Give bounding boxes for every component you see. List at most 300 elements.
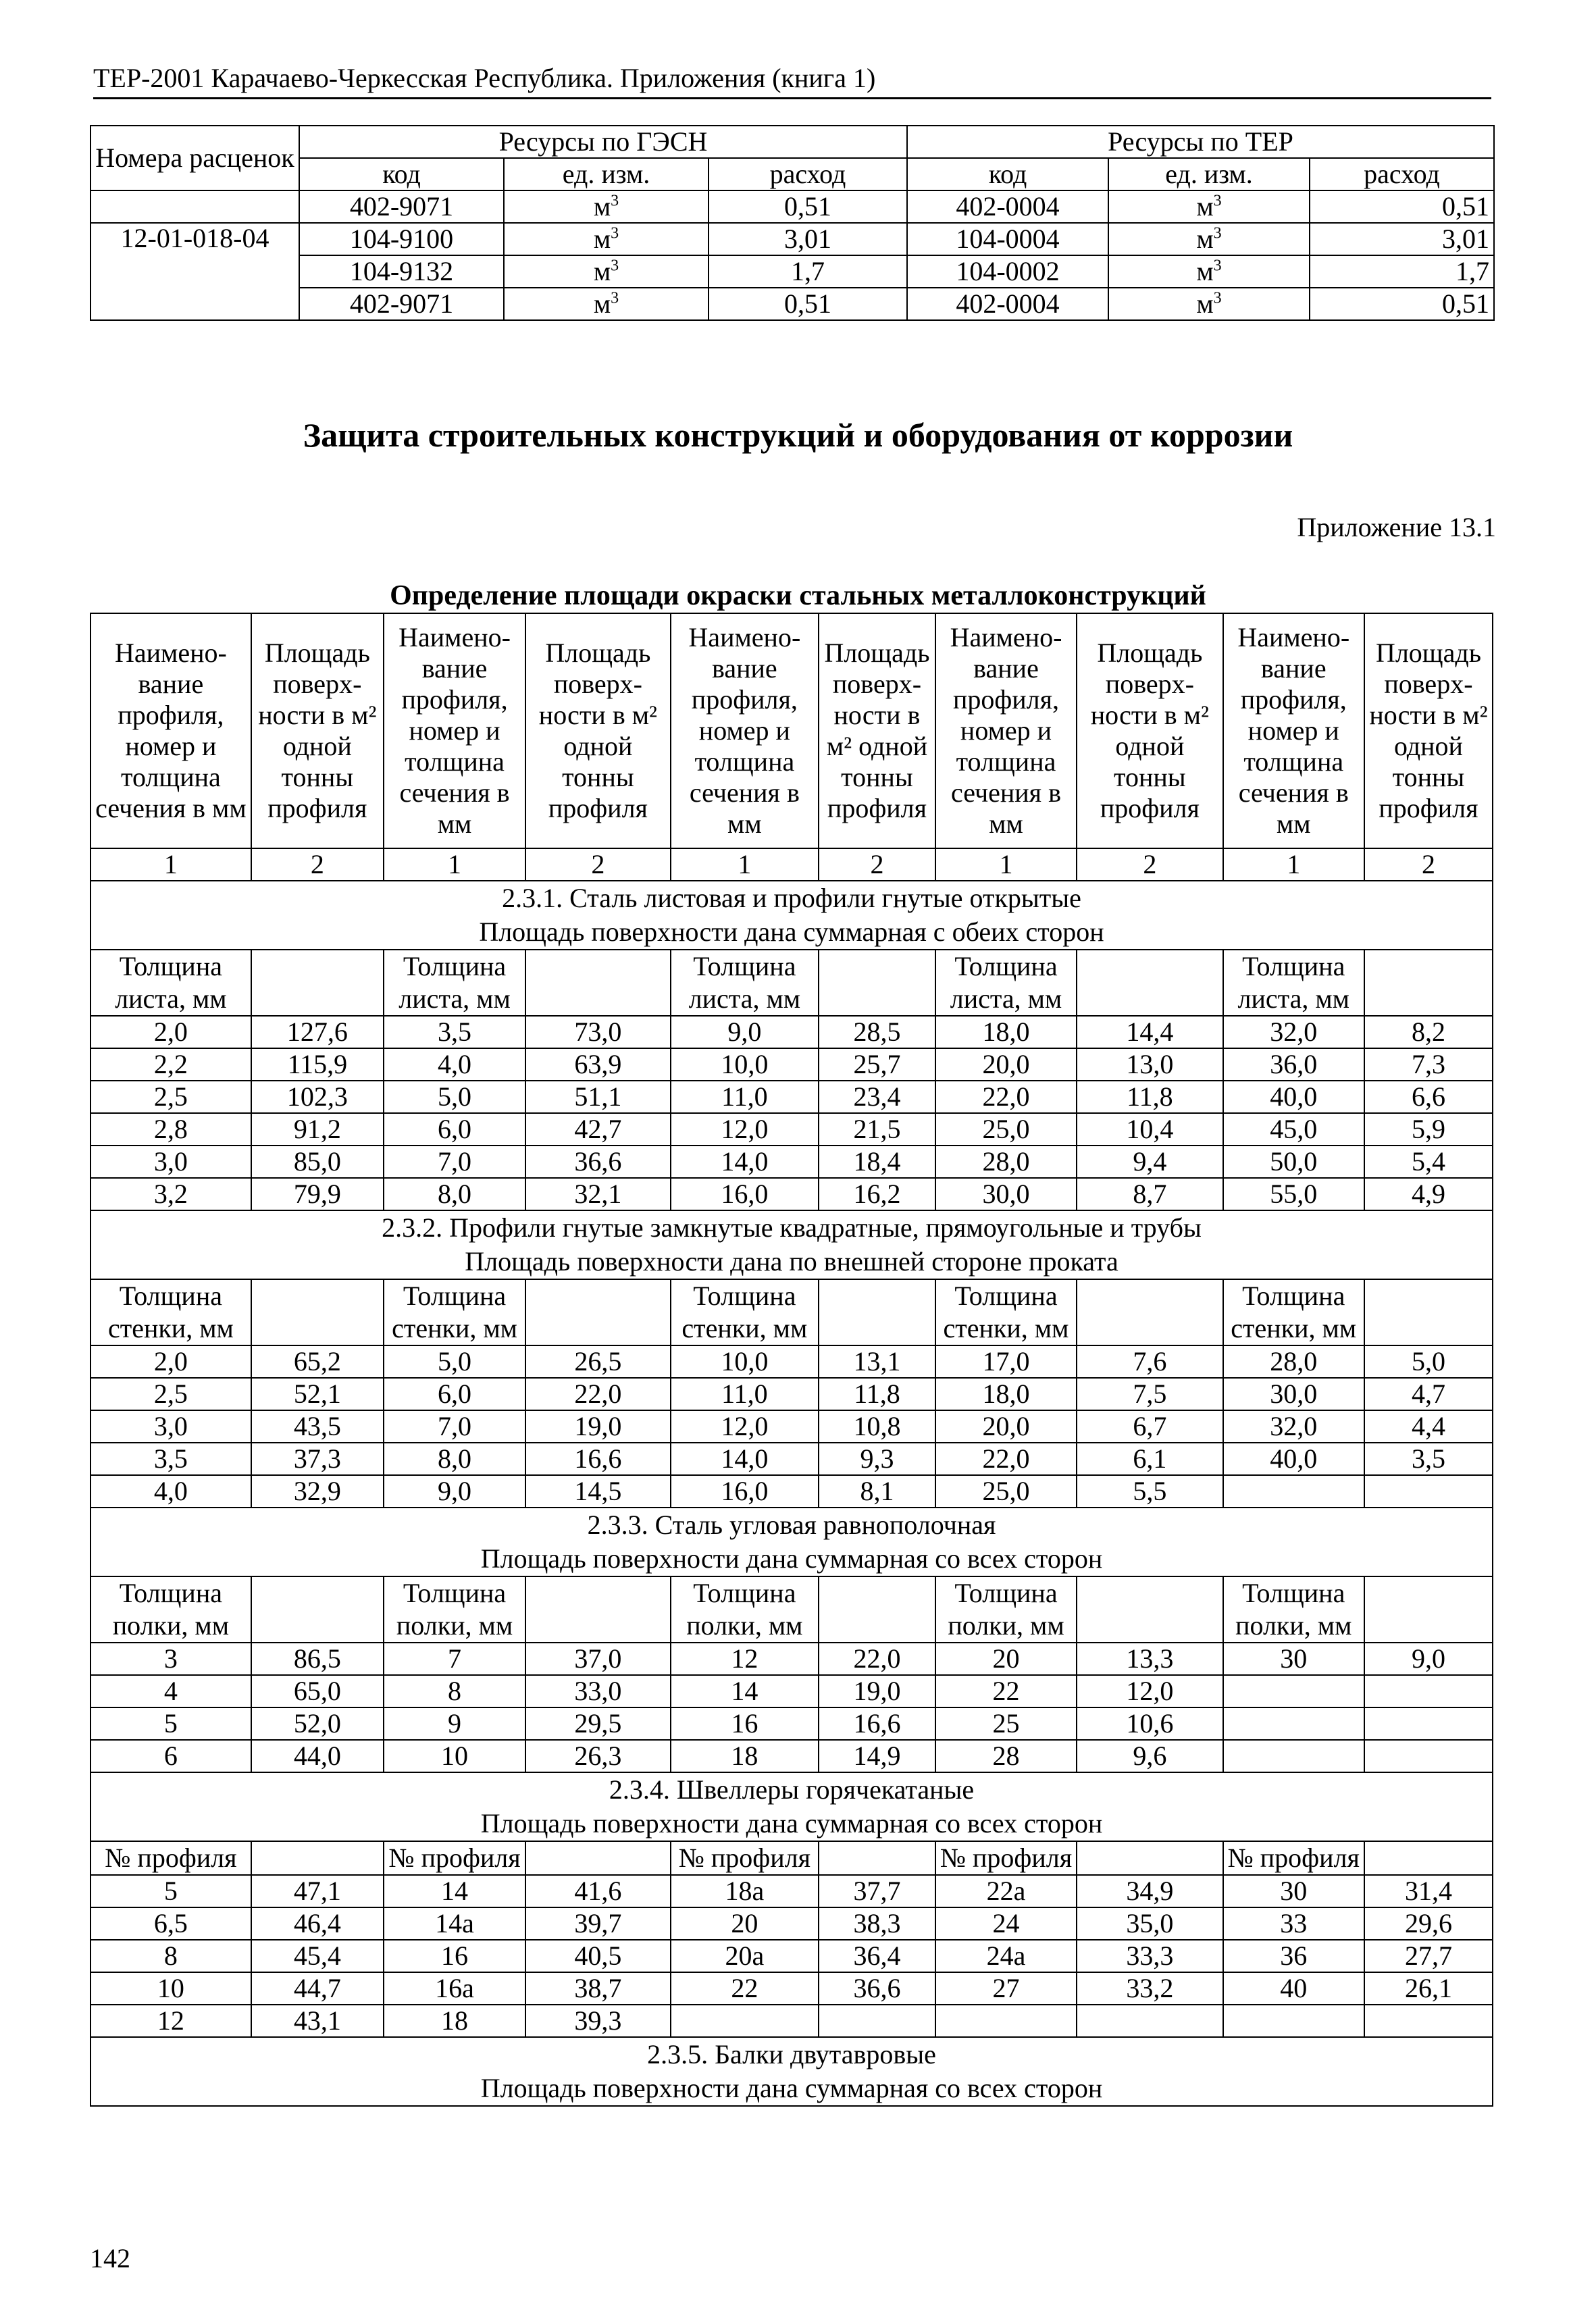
surface-area: 4,7 [1364, 1378, 1493, 1410]
surface-area: 43,5 [251, 1410, 384, 1443]
profile-size-label: Толщина полки, мм [671, 1576, 819, 1643]
surface-area: 13,0 [1077, 1048, 1222, 1081]
ter-unit: $м^3$ [1108, 223, 1310, 255]
surface-area: 6,6 [1364, 1081, 1493, 1113]
profile-size: 45,0 [1223, 1113, 1364, 1146]
surface-area: 46,4 [251, 1907, 384, 1940]
profile-size: 18,0 [935, 1016, 1077, 1048]
profile-size-label: Толщина стенки, мм [935, 1279, 1077, 1345]
profile-size: 24 [935, 1907, 1077, 1940]
ter-qty: 0,51 [1310, 288, 1494, 320]
surface-area: 23,4 [819, 1081, 935, 1113]
profile-size [1223, 2005, 1364, 2037]
ter-code: 402-0004 [907, 190, 1108, 223]
unit-exponent: 3 [1213, 257, 1222, 275]
unit-exponent: 3 [611, 192, 619, 210]
profile-size: 3,0 [91, 1410, 251, 1443]
surface-area: 8,7 [1077, 1178, 1222, 1210]
empty-cell [819, 1279, 935, 1345]
gesn-unit: $м^3$ [504, 255, 709, 288]
profile-size: 2,2 [91, 1048, 251, 1081]
gesn-unit: $м^3$ [504, 190, 709, 223]
section-note: Площадь поверхности дана суммарная со всех сторон [480, 2073, 1103, 2103]
surface-area: 29,5 [525, 1707, 670, 1740]
surface-area: 73,0 [525, 1016, 670, 1048]
profile-size: 12,0 [671, 1410, 819, 1443]
surface-area: 41,6 [525, 1875, 670, 1907]
col-consumption: расход [1310, 158, 1494, 190]
column-number: 2 [251, 848, 384, 881]
profile-size: 6,0 [384, 1378, 525, 1410]
profile-size: 10,0 [671, 1345, 819, 1378]
section-note: Площадь поверхности дана суммарная с обеих сторон [479, 917, 1104, 947]
surface-area: 14,4 [1077, 1016, 1222, 1048]
table-row [91, 1345, 1493, 1378]
surface-area: 32,1 [525, 1178, 670, 1210]
profile-size: 20 [671, 1907, 819, 1940]
ter-unit: $м^3$ [1108, 288, 1310, 320]
profile-size: 11,0 [671, 1378, 819, 1410]
surface-area: 35,0 [1077, 1907, 1222, 1940]
profile-size [1223, 1475, 1364, 1508]
surface-area: 9,4 [1077, 1146, 1222, 1178]
column-number: 2 [1077, 848, 1222, 881]
section-title: 2.3.1. Сталь листовая и профили гнутые открытые [502, 883, 1081, 913]
surface-area: 34,9 [1077, 1875, 1222, 1907]
profile-size: 30,0 [935, 1178, 1077, 1210]
section-note: Площадь поверхности дана суммарная со всех сторон [480, 1543, 1103, 1574]
profile-size: 14,0 [671, 1443, 819, 1475]
section-heading [91, 1508, 1493, 1576]
surface-area: 8,1 [819, 1475, 935, 1508]
col-code: код [299, 158, 504, 190]
empty-cell [251, 950, 384, 1016]
table-row [91, 1940, 1493, 1972]
section-heading-row [91, 1508, 1493, 1576]
section-label-row [91, 950, 1493, 1016]
gesn-qty: 3,01 [709, 223, 907, 255]
profile-size-label: Толщина листа, мм [384, 950, 525, 1016]
profile-size: 36 [1223, 1940, 1364, 1972]
section-heading [91, 1210, 1493, 1279]
table-row [91, 1643, 1493, 1675]
profile-size: 14а [384, 1907, 525, 1940]
ter-qty: 0,51 [1310, 190, 1494, 223]
profile-size: 20а [671, 1940, 819, 1972]
profile-size: 3,5 [384, 1016, 525, 1048]
surface-area: 13,3 [1077, 1643, 1222, 1675]
col-consumption: расход [709, 158, 907, 190]
empty-cell [1364, 1576, 1493, 1643]
profile-size: 3,2 [91, 1178, 251, 1210]
group-ter: Ресурсы по ТЕР [907, 126, 1494, 158]
surface-area: 65,0 [251, 1675, 384, 1707]
ter-qty: 1,7 [1310, 255, 1494, 288]
surface-area [1364, 1740, 1493, 1772]
table-row [91, 1907, 1493, 1940]
table-row [91, 1016, 1493, 1048]
profile-size-label: № профиля [384, 1841, 525, 1875]
empty-cell [525, 1279, 670, 1345]
profile-size: 10 [91, 1972, 251, 2005]
resource-row [91, 223, 1494, 255]
surface-area: 10,6 [1077, 1707, 1222, 1740]
profile-size: 25,0 [935, 1113, 1077, 1146]
column-number-row [91, 848, 1493, 881]
profile-size: 10 [384, 1740, 525, 1772]
surface-area: 18,4 [819, 1146, 935, 1178]
surface-area: 43,1 [251, 2005, 384, 2037]
profile-size: 14 [671, 1675, 819, 1707]
surface-area: 27,7 [1364, 1940, 1493, 1972]
surface-area: 38,7 [525, 1972, 670, 2005]
profile-size [1223, 1675, 1364, 1707]
running-header: ТЕР-2001 Карачаево-Черкесская Республика. Приложения (книга 1) [93, 62, 1491, 99]
header-row [91, 613, 1493, 848]
profile-size: 9 [384, 1707, 525, 1740]
table-row [91, 1081, 1493, 1113]
surface-area: 9,6 [1077, 1740, 1222, 1772]
section-heading [91, 881, 1493, 950]
profile-size: 40,0 [1223, 1081, 1364, 1113]
profile-size: 32,0 [1223, 1410, 1364, 1443]
surface-area: 36,6 [525, 1146, 670, 1178]
section-title: 2.3.5. Балки двутавровые [647, 2039, 936, 2069]
profile-name-header: Наимено-вание профиля, номер и толщина сечения в мм [384, 613, 525, 848]
profile-size: 33 [1223, 1907, 1364, 1940]
profile-size-label: Толщина полки, мм [935, 1576, 1077, 1643]
section-label-row [91, 1841, 1493, 1875]
empty-cell [525, 1576, 670, 1643]
surface-area: 85,0 [251, 1146, 384, 1178]
unit-exponent: 3 [611, 257, 619, 275]
table-row [91, 1740, 1493, 1772]
section-label-row [91, 1576, 1493, 1643]
table-row [91, 1443, 1493, 1475]
profile-size: 22 [935, 1675, 1077, 1707]
profile-size: 16 [671, 1707, 819, 1740]
surface-area: 37,3 [251, 1443, 384, 1475]
surface-area: 39,3 [525, 2005, 670, 2037]
profile-size: 2,5 [91, 1081, 251, 1113]
unit-exponent: 3 [611, 289, 619, 307]
section-note: Площадь поверхности дана по внешней стороне проката [465, 1246, 1118, 1277]
profile-size: 40,0 [1223, 1443, 1364, 1475]
profile-size: 3,5 [91, 1443, 251, 1475]
profile-size: 3 [91, 1643, 251, 1675]
profile-size-label: Толщина листа, мм [1223, 950, 1364, 1016]
profile-name-header: Наимено-вание профиля, номер и толщина сечения в мм [91, 613, 251, 848]
ter-qty: 3,01 [1310, 223, 1494, 255]
surface-area: 5,4 [1364, 1146, 1493, 1178]
surface-area: 6,7 [1077, 1410, 1222, 1443]
profile-size: 28,0 [1223, 1345, 1364, 1378]
surface-area: 102,3 [251, 1081, 384, 1113]
profile-size: 3,0 [91, 1146, 251, 1178]
table-row [91, 1475, 1493, 1508]
surface-area: 5,0 [1364, 1345, 1493, 1378]
profile-size-label: № профиля [91, 1841, 251, 1875]
column-number: 1 [1223, 848, 1364, 881]
surface-area-header: Площадь поверх-ности в м² одной тонны профиля [1077, 613, 1222, 848]
surface-area: 5,9 [1364, 1113, 1493, 1146]
surface-area: 33,0 [525, 1675, 670, 1707]
column-number: 1 [384, 848, 525, 881]
empty-cell [1077, 1841, 1222, 1875]
profile-size-label: Толщина стенки, мм [384, 1279, 525, 1345]
profile-size: 28,0 [935, 1146, 1077, 1178]
profile-size: 16,0 [671, 1475, 819, 1508]
profile-size-label: Толщина листа, мм [935, 950, 1077, 1016]
table-row [91, 2005, 1493, 2037]
surface-area: 39,7 [525, 1907, 670, 1940]
surface-area: 25,7 [819, 1048, 935, 1081]
surface-area: 51,1 [525, 1081, 670, 1113]
empty-cell [1077, 1576, 1222, 1643]
table-row [91, 1048, 1493, 1081]
profile-size [1223, 1740, 1364, 1772]
ter-code: 104-0002 [907, 255, 1108, 288]
profile-size: 30 [1223, 1643, 1364, 1675]
profile-size-label: Толщина стенки, мм [1223, 1279, 1364, 1345]
profile-size: 14,0 [671, 1146, 819, 1178]
section-heading [91, 1772, 1493, 1841]
col-unit: ед. изм. [504, 158, 709, 190]
empty-cell [1077, 1279, 1222, 1345]
surface-area: 65,2 [251, 1345, 384, 1378]
surface-area: 3,5 [1364, 1443, 1493, 1475]
profile-size: 30,0 [1223, 1378, 1364, 1410]
profile-size-label: № профиля [671, 1841, 819, 1875]
ter-unit: $м^3$ [1108, 190, 1310, 223]
empty-cell [819, 950, 935, 1016]
surface-area: 6,1 [1077, 1443, 1222, 1475]
profile-size: 4 [91, 1675, 251, 1707]
resource-row [91, 190, 1494, 223]
surface-area: 38,3 [819, 1907, 935, 1940]
profile-size-label: Толщина листа, мм [671, 950, 819, 1016]
gesn-qty: 0,51 [709, 288, 907, 320]
unit-exponent: 3 [1213, 192, 1222, 210]
surface-area: 40,5 [525, 1940, 670, 1972]
surface-area: 7,5 [1077, 1378, 1222, 1410]
profile-size: 30 [1223, 1875, 1364, 1907]
profile-size: 7,0 [384, 1146, 525, 1178]
profile-size: 16 [384, 1940, 525, 1972]
surface-area: 37,0 [525, 1643, 670, 1675]
surface-area: 42,7 [525, 1113, 670, 1146]
profile-size: 8 [384, 1675, 525, 1707]
page-number: 142 [90, 2243, 130, 2273]
surface-area [1364, 1675, 1493, 1707]
unit-exponent: 3 [611, 224, 619, 242]
table-row [91, 1178, 1493, 1210]
surface-area: 36,4 [819, 1940, 935, 1972]
surface-area: 19,0 [525, 1410, 670, 1443]
surface-area: 9,3 [819, 1443, 935, 1475]
table-row [91, 1707, 1493, 1740]
profile-size [671, 2005, 819, 2037]
surface-area: 86,5 [251, 1643, 384, 1675]
profile-size: 36,0 [1223, 1048, 1364, 1081]
profile-size: 9,0 [384, 1475, 525, 1508]
profile-size: 22,0 [935, 1081, 1077, 1113]
surface-area: 14,5 [525, 1475, 670, 1508]
profile-size: 5,0 [384, 1081, 525, 1113]
table-row [91, 1972, 1493, 2005]
surface-area: 22,0 [525, 1378, 670, 1410]
profile-size: 20 [935, 1643, 1077, 1675]
column-number: 1 [91, 848, 251, 881]
surface-area: 127,6 [251, 1016, 384, 1048]
surface-area: 115,9 [251, 1048, 384, 1081]
empty-cell [525, 1841, 670, 1875]
surface-area: 45,4 [251, 1940, 384, 1972]
table-row [91, 1675, 1493, 1707]
surface-area: 22,0 [819, 1643, 935, 1675]
profile-size: 14 [384, 1875, 525, 1907]
surface-area: 10,4 [1077, 1113, 1222, 1146]
resource-row [91, 255, 1494, 288]
surface-area: 37,7 [819, 1875, 935, 1907]
gesn-unit: $м^3$ [504, 223, 709, 255]
surface-area-header: Площадь поверх-ности в м² одной тонны профиля [525, 613, 670, 848]
surface-area: 7,3 [1364, 1048, 1493, 1081]
profile-size: 32,0 [1223, 1016, 1364, 1048]
surface-area: 4,4 [1364, 1410, 1493, 1443]
profile-size-label: Толщина полки, мм [384, 1576, 525, 1643]
profile-name-header: Наимено-вание профиля, номер и толщина сечения в мм [935, 613, 1077, 848]
profile-size: 40 [1223, 1972, 1364, 2005]
profile-size: 2,0 [91, 1016, 251, 1048]
surface-area: 26,5 [525, 1345, 670, 1378]
surface-area [1364, 1707, 1493, 1740]
surface-area: 79,9 [251, 1178, 384, 1210]
profile-size: 28 [935, 1740, 1077, 1772]
paint-area-table [90, 613, 1493, 2107]
profile-size: 17,0 [935, 1345, 1077, 1378]
surface-area: 44,7 [251, 1972, 384, 2005]
surface-area: 4,9 [1364, 1178, 1493, 1210]
profile-size: 7 [384, 1643, 525, 1675]
profile-size-label: Толщина полки, мм [91, 1576, 251, 1643]
profile-size: 4,0 [384, 1048, 525, 1081]
profile-size: 12 [91, 2005, 251, 2037]
profile-size: 9,0 [671, 1016, 819, 1048]
profile-size: 12 [671, 1643, 819, 1675]
section-heading-row [91, 881, 1493, 950]
profile-size: 5 [91, 1875, 251, 1907]
empty-cell [525, 950, 670, 1016]
column-number: 1 [671, 848, 819, 881]
surface-area: 52,0 [251, 1707, 384, 1740]
profile-size: 18 [384, 2005, 525, 2037]
surface-area [1077, 2005, 1222, 2037]
unit-exponent: 3 [1213, 224, 1222, 242]
profile-size-label: Толщина полки, мм [1223, 1576, 1364, 1643]
surface-area: 16,6 [819, 1707, 935, 1740]
profile-size: 5 [91, 1707, 251, 1740]
surface-area [1364, 1475, 1493, 1508]
surface-area: 19,0 [819, 1675, 935, 1707]
profile-size: 2,8 [91, 1113, 251, 1146]
surface-area: 63,9 [525, 1048, 670, 1081]
col-rate-numbers: Номера расценок [91, 126, 299, 190]
empty-cell [1364, 1279, 1493, 1345]
profile-size: 6,0 [384, 1113, 525, 1146]
surface-area: 44,0 [251, 1740, 384, 1772]
surface-area: 5,5 [1077, 1475, 1222, 1508]
unit-exponent: 3 [1213, 289, 1222, 307]
section-heading-row [91, 2037, 1493, 2106]
empty-cell [1364, 950, 1493, 1016]
section-label-row [91, 1279, 1493, 1345]
surface-area: 16,2 [819, 1178, 935, 1210]
profile-size: 18,0 [935, 1378, 1077, 1410]
section-title: 2.3.3. Сталь угловая равнополочная [587, 1510, 996, 1540]
empty-cell [819, 1841, 935, 1875]
profile-size: 8,0 [384, 1443, 525, 1475]
surface-area: 32,9 [251, 1475, 384, 1508]
profile-size-label: Толщина стенки, мм [91, 1279, 251, 1345]
profile-size: 18 [671, 1740, 819, 1772]
empty-cell [819, 1576, 935, 1643]
surface-area: 36,6 [819, 1972, 935, 2005]
surface-area [819, 2005, 935, 2037]
surface-area: 47,1 [251, 1875, 384, 1907]
surface-area: 11,8 [1077, 1081, 1222, 1113]
profile-size: 12,0 [671, 1113, 819, 1146]
profile-size: 2,0 [91, 1345, 251, 1378]
surface-area: 14,9 [819, 1740, 935, 1772]
gesn-code: 402-9071 [299, 288, 504, 320]
surface-area: 7,6 [1077, 1345, 1222, 1378]
surface-area: 26,1 [1364, 1972, 1493, 2005]
profile-size: 5,0 [384, 1345, 525, 1378]
profile-size: 11,0 [671, 1081, 819, 1113]
profile-size: 6 [91, 1740, 251, 1772]
column-number: 2 [1364, 848, 1493, 881]
surface-area: 91,2 [251, 1113, 384, 1146]
resource-row [91, 288, 1494, 320]
surface-area: 28,5 [819, 1016, 935, 1048]
table-row [91, 1113, 1493, 1146]
group-gesn: Ресурсы по ГЭСН [299, 126, 907, 158]
ter-code: 402-0004 [907, 288, 1108, 320]
profile-size: 55,0 [1223, 1178, 1364, 1210]
profile-size: 6,5 [91, 1907, 251, 1940]
profile-size: 25 [935, 1707, 1077, 1740]
table-row [91, 1875, 1493, 1907]
surface-area: 11,8 [819, 1378, 935, 1410]
profile-size: 22а [935, 1875, 1077, 1907]
rate-number-cell: 12-01-018-04 [91, 223, 299, 320]
surface-area: 29,6 [1364, 1907, 1493, 1940]
surface-area: 21,5 [819, 1113, 935, 1146]
gesn-code: 104-9132 [299, 255, 504, 288]
section-heading [91, 2037, 1493, 2106]
section-note: Площадь поверхности дана суммарная со всех сторон [480, 1808, 1103, 1839]
table-row [91, 1378, 1493, 1410]
surface-area-header: Площадь поверх-ности в м² одной тонны профиля [819, 613, 935, 848]
surface-area: 10,8 [819, 1410, 935, 1443]
ter-code: 104-0004 [907, 223, 1108, 255]
table-row [91, 1410, 1493, 1443]
profile-size: 7,0 [384, 1410, 525, 1443]
surface-area: 13,1 [819, 1345, 935, 1378]
surface-area: 33,3 [1077, 1940, 1222, 1972]
profile-size: 24а [935, 1940, 1077, 1972]
